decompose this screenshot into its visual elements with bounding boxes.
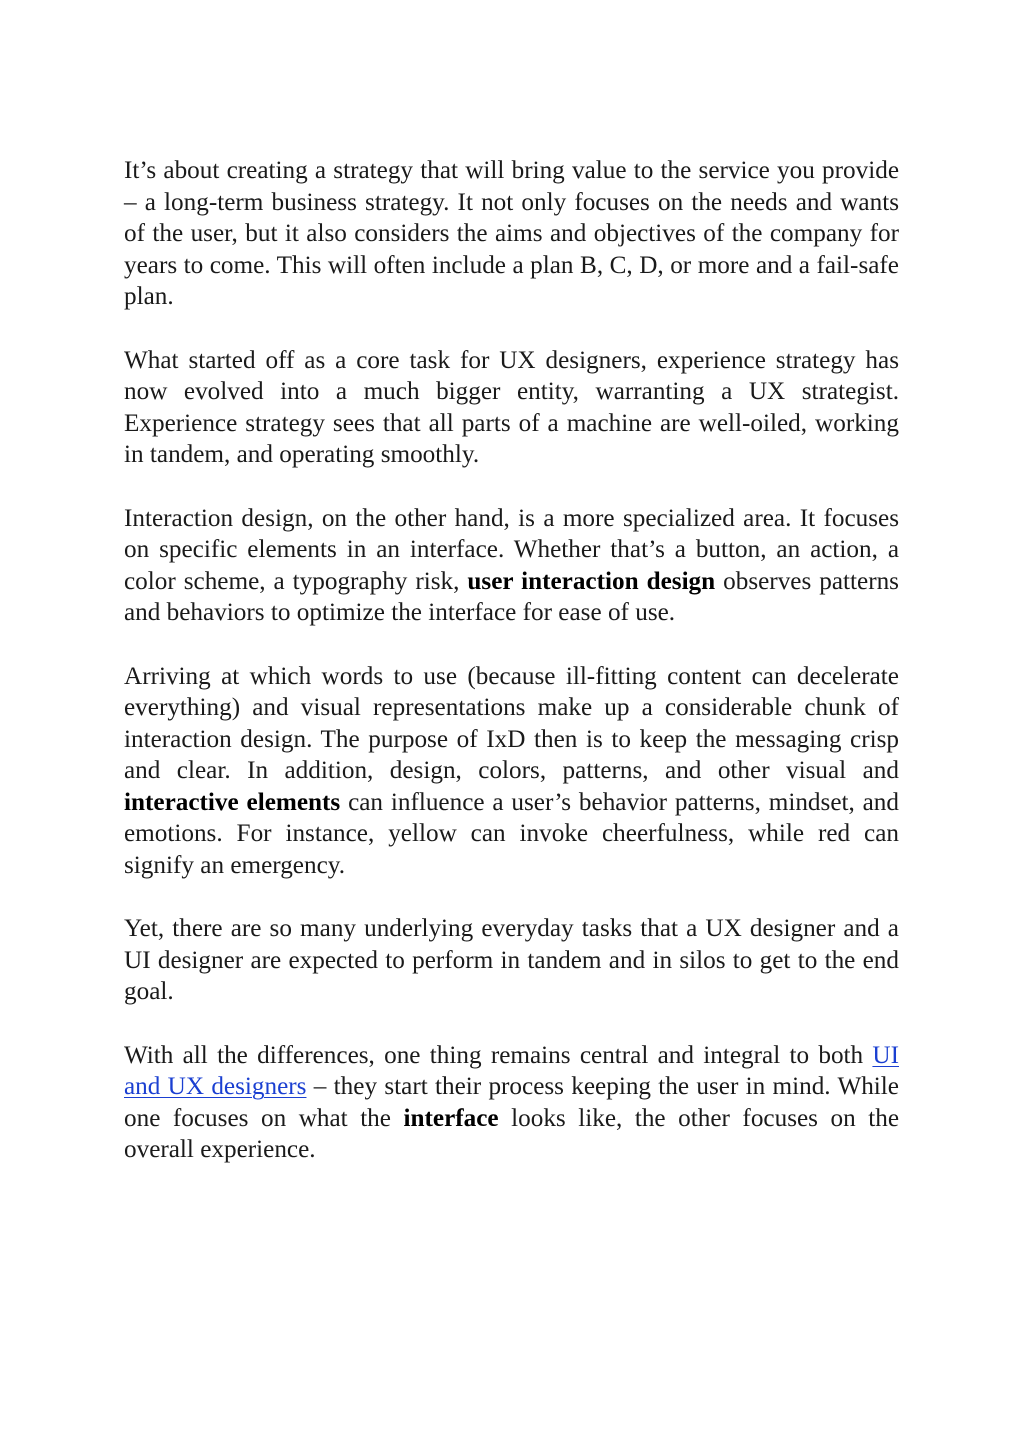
paragraph-text: What started off as a core task for UX designers, experience strategy has now evolved into a much bigger entity, warranting a UX strategist. Experience strategy sees that all parts of a machine are well-oiled, working in tandem, and operating smoothly. (124, 346, 899, 469)
paragraph-text: observes patterns and behaviors to optimize the interface for ease of use. (124, 567, 899, 627)
paragraph-text: It’s about creating a strategy that will bring value to the service you provide – a long-term business strategy. It not only focuses on the needs and wants of the user, but it also considers the aims and objectives of the company for years to come. This will often include a plan B, C, D, or more and a fail-safe plan. (124, 157, 899, 311)
paragraph-text: Interaction design, on the other hand, is a more specialized area. It focuses on specific elements in an interface. Whether that’s a button, an action, a color scheme, a typography risk, (124, 504, 899, 595)
paragraph-strategy (124, 155, 899, 313)
bold-term-interactive-elements: interactive elements (124, 788, 341, 816)
bold-term-user-interaction-design: user interaction design (467, 567, 716, 595)
paragraph-text: Arriving at which words to use (because ill-fitting content can decelerate everything) and visual representations make up a considerable chunk of interaction design. The purpose of IxD then is to keep the messaging crisp and clear. In addition, design, colors, patterns, and other visual and (124, 662, 899, 785)
ui-ux-designers-link[interactable]: UI and UX designers (124, 1041, 899, 1101)
paragraph-text: looks like, the other focuses on the overall experience. (124, 1104, 899, 1164)
paragraph-experience-strategy (124, 345, 899, 471)
document-body (124, 155, 899, 1166)
paragraph-interaction-design (124, 503, 899, 629)
paragraph-text: can influence a user’s behavior patterns, mindset, and emotions. For instance, yellow can invoke cheerfulness, while red can signify an emergency. (124, 788, 899, 880)
paragraph-text: With all the differences, one thing remains central and integral to both (124, 1041, 873, 1069)
paragraph-conclusion (124, 1040, 899, 1166)
paragraph-everyday-tasks (124, 913, 899, 1008)
bold-term-interface: interface (403, 1104, 499, 1132)
paragraph-text: Yet, there are so many underlying everyday tasks that a UX designer and a UI designer are expected to perform in tandem and in silos to get to the end goal. (124, 915, 899, 1006)
paragraph-text: – they start their process keeping the user in mind. While one focuses on what the (124, 1073, 899, 1132)
paragraph-ixd-purpose (124, 661, 899, 882)
